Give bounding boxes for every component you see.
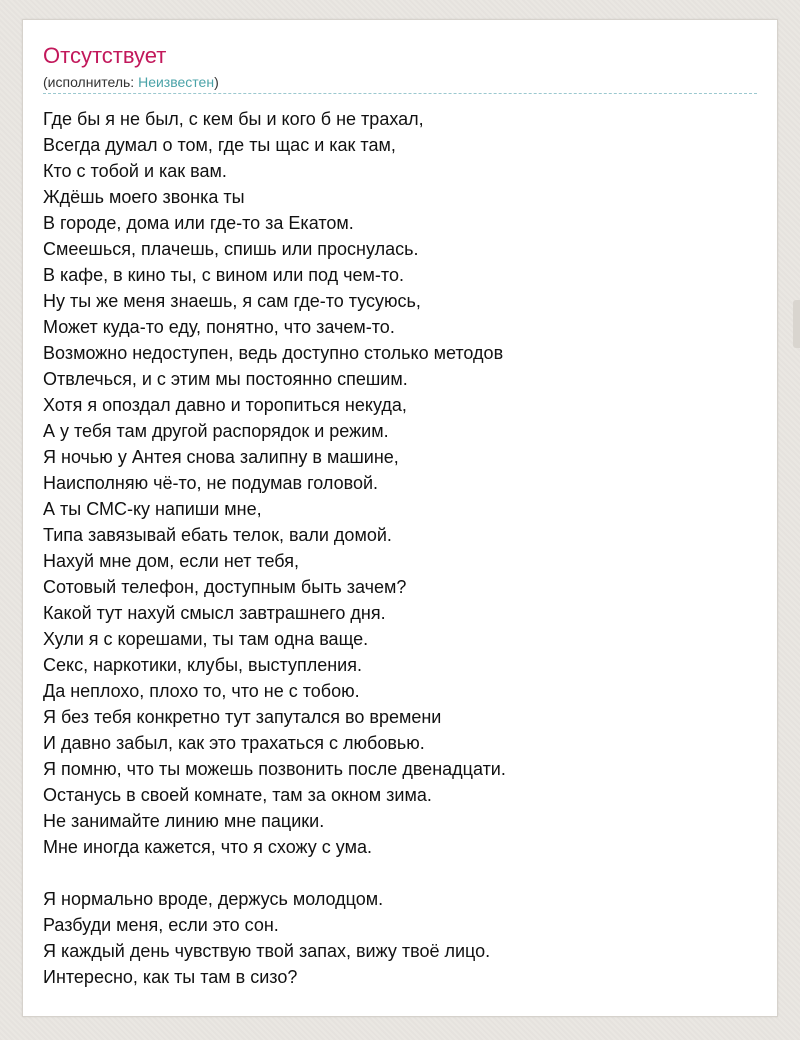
lyric-line: Сотовый телефон, доступным быть зачем?: [43, 577, 407, 597]
lyric-line: Секс, наркотики, клубы, выступления.: [43, 655, 362, 675]
artist-line: [43, 73, 219, 91]
lyric-line: Я помню, что ты можешь позвонить после двенадцати.: [43, 759, 506, 779]
lyrics-card: [22, 19, 778, 1017]
lyric-line: В городе, дома или где-то за Екатом.: [43, 213, 354, 233]
lyric-line: Где бы я не был, с кем бы и кого б не трахал,: [43, 109, 424, 129]
song-title: Отсутствует: [43, 43, 167, 68]
lyric-line: В кафе, в кино ты, с вином или под чем-то.: [43, 265, 404, 285]
lyric-line: Хули я с корешами, ты там одна ваще.: [43, 629, 369, 649]
lyric-line: А у тебя там другой распорядок и режим.: [43, 421, 389, 441]
lyric-line: Какой тут нахуй смысл завтрашнего дня.: [43, 603, 386, 623]
lyric-line: Всегда думал о том, где ты щас и как там,: [43, 135, 396, 155]
lyrics-body: [43, 106, 767, 990]
lyric-line: И давно забыл, как это трахаться с любовью.: [43, 733, 425, 753]
lyric-line: Останусь в своей комнате, там за окном зима.: [43, 785, 432, 805]
lyric-line: Ну ты же меня знаешь, я сам где-то тусуюсь,: [43, 291, 421, 311]
lyric-line: Да неплохо, плохо то, что не с тобою.: [43, 681, 360, 701]
lyric-line: А ты СМС-ку напиши мне,: [43, 499, 262, 519]
lyric-line: Я нормально вроде, держусь молодцом.: [43, 889, 384, 909]
lyric-line: Может куда-то еду, понятно, что зачем-то.: [43, 317, 395, 337]
lyric-line: Наисполняю чё-то, не подумав головой.: [43, 473, 379, 493]
artist-link[interactable]: Неизвестен: [138, 74, 215, 90]
stanza-gap: [43, 860, 767, 886]
lyric-line: Я без тебя конкретно тут запутался во времени: [43, 707, 442, 727]
lyric-line: Разбуди меня, если это сон.: [43, 915, 279, 935]
title-divider: [43, 93, 757, 94]
lyric-line: Не занимайте линию мне пацики.: [43, 811, 325, 831]
artist-suffix: ): [214, 74, 219, 90]
stanza-1: [43, 106, 767, 860]
lyric-line: Я каждый день чувствую твой запах, вижу твоё лицо.: [43, 941, 491, 961]
lyric-line: Нахуй мне дом, если нет тебя,: [43, 551, 299, 571]
lyric-line: Возможно недоступен, ведь доступно столько методов: [43, 343, 504, 363]
lyric-line: Смеешься, плачешь, спишь или проснулась.: [43, 239, 419, 259]
lyric-line: Мне иногда кажется, что я схожу с ума.: [43, 837, 372, 857]
stanza-2: [43, 886, 767, 990]
side-tab: [793, 300, 800, 348]
artist-prefix: (исполнитель:: [43, 74, 139, 90]
lyric-line: Хотя я опоздал давно и торопиться некуда,: [43, 395, 407, 415]
lyric-line: Интересно, как ты там в сизо?: [43, 967, 298, 987]
lyric-line: Отвлечься, и с этим мы постоянно спешим.: [43, 369, 408, 389]
lyric-line: Кто с тобой и как вам.: [43, 161, 227, 181]
lyric-line: Я ночью у Антея снова залипну в машине,: [43, 447, 399, 467]
lyric-line: Ждёшь моего звонка ты: [43, 187, 245, 207]
lyric-line: Типа завязывай ебать телок, вали домой.: [43, 525, 392, 545]
